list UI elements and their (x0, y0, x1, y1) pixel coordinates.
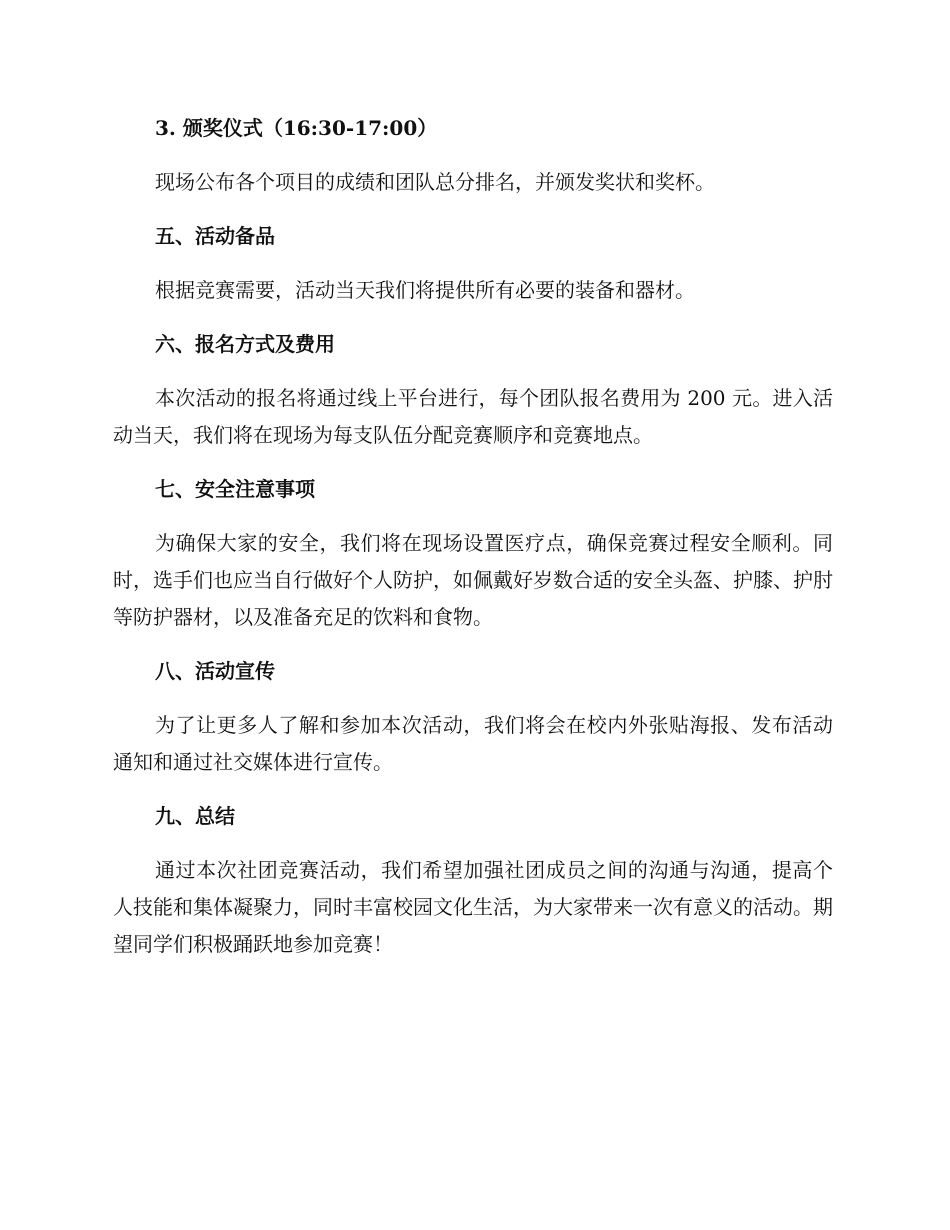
section-paragraph: 通过本次社团竞赛活动，我们希望加强社团成员之间的沟通与沟通，提高个人技能和集体凝聚力，同时丰富校园文化生活，为大家带来一次有意义的活动。期望同学们积极踊跃地参加竞赛！ (113, 858, 833, 956)
section-heading: 七、安全注意事项 (155, 477, 315, 501)
section-awards-ceremony (113, 110, 833, 201)
section-publicity (113, 653, 833, 781)
section-heading: 五、活动备品 (155, 224, 275, 248)
section-paragraph: 为确保大家的安全，我们将在现场设置医疗点，确保竞赛过程安全顺利。同时，选手们也应当自行做好个人防护，如佩戴好岁数合适的安全头盔、护膝、护肘等防护器材，以及准备充足的饮料和食物。 (113, 531, 833, 629)
section-heading: 六、报名方式及费用 (155, 332, 335, 356)
section-heading: 3. 颁奖仪式（16:30-17:00） (155, 116, 438, 140)
section-paragraph: 现场公布各个项目的成绩和团队总分排名，并颁发奖状和奖杯。 (155, 170, 715, 194)
section-paragraph: 根据竞赛需要，活动当天我们将提供所有必要的装备和器材。 (155, 278, 695, 302)
section-paragraph: 为了让更多人了解和参加本次活动，我们将会在校内外张贴海报、发布活动通知和通过社交媒体进行宣传。 (113, 713, 833, 774)
section-heading: 八、活动宣传 (155, 659, 275, 683)
section-heading: 九、总结 (155, 804, 235, 828)
section-registration-fees (113, 326, 833, 454)
section-paragraph: 本次活动的报名将通过线上平台进行，每个团队报名费用为 200 元。进入活动当天，我们将在现场为每支队伍分配竞赛顺序和竞赛地点。 (113, 386, 833, 447)
section-activity-supplies (113, 218, 833, 309)
document-page (113, 110, 833, 980)
section-summary (113, 798, 833, 963)
section-safety-notes (113, 471, 833, 636)
